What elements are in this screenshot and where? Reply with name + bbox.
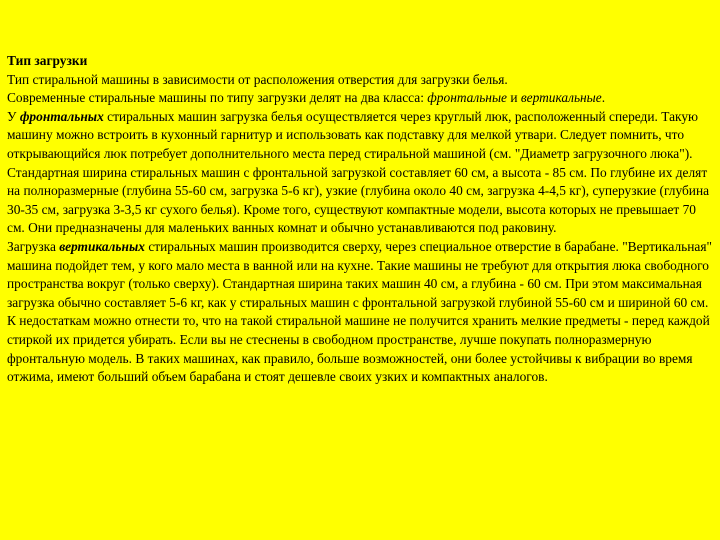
paragraph-classes-conjunction: и bbox=[506, 90, 521, 106]
paragraph-frontal-start: У bbox=[7, 108, 20, 124]
paragraph-vertical-start: Загрузка bbox=[7, 238, 60, 254]
paragraph-classes bbox=[7, 89, 715, 108]
paragraph-vertical bbox=[7, 238, 715, 312]
paragraph-classes-end: . bbox=[601, 90, 606, 106]
paragraph-frontal bbox=[7, 108, 715, 164]
paragraph-drawbacks: К недостаткам можно отнести то, что на такой стиральной машине не получится хранить мелкие предметы - перед каждой стиркой их придется убирать. Если вы не стеснены в свободном пространстве, лучше покупать полноразмерную фронтальную модель. В таких машинах, как правило, больше возможностей, они более устойчивы к вибрации во время отжима, имеют больший объем барабана и стоят дешевле своих узких и компактных аналогов. bbox=[7, 313, 710, 385]
paragraph-vertical-text: стиральных машин производится сверху, через специальное отверстие в барабане. "Вертикальная" машина подойдет тем, у кого мало места в ванной или на кухне. Такие машины не требуют для открытия люка свободного пространства вокруг (только сверху). Стандартная ширина таких машин 40 см, а глубина - 60 см. При этом максимальная загрузка обычно составляет 5-6 кг, как у стиральных машин с фронтальной загрузкой глубиной 55-60 см и шириной 60 см. bbox=[7, 238, 712, 310]
term-vertical-bold: вертикальных bbox=[59, 238, 145, 254]
term-frontal: фронтальные bbox=[427, 90, 507, 106]
document-body bbox=[7, 52, 715, 387]
paragraph-classes-text: Современные стиральные машины по типу загрузки делят на два класса: bbox=[7, 90, 428, 106]
paragraph-frontal-text: стиральных машин загрузка белья осуществляется через круглый люк, расположенный спереди. Такую машину можно встроить в кухонный гарнитур и использовать как подставку для мелкой утвари. Следует помнить, что открывающийся люк потребует дополнительного места перед стиральной машиной (см. "Диаметр загрузочного люка"). bbox=[7, 108, 699, 161]
document-title: Тип загрузки bbox=[7, 53, 88, 68]
paragraph-frontal-sizes: Стандартная ширина стиральных машин с фронтальной загрузкой составляет 60 см, а высота - 85 см. По глубине их делят на полноразмерные (глубина 55-60 см, загрузка 5-6 кг), узкие (глубина около 40 см, загрузка 4-4,5 кг), суперузкие (глубина 30-35 см, загрузка 3-3,5 кг сухого белья). Кроме того, существуют компактные модели, высота которых не превышает 70 см. Они предназначены для маленьких ванных комнат и обычно устанавливаются под раковину. bbox=[7, 164, 710, 236]
paragraph-definition: Тип стиральной машины в зависимости от расположения отверстия для загрузки белья. bbox=[7, 71, 508, 87]
term-frontal-bold: фронтальных bbox=[19, 108, 104, 124]
term-vertical: вертикальные bbox=[520, 90, 602, 106]
